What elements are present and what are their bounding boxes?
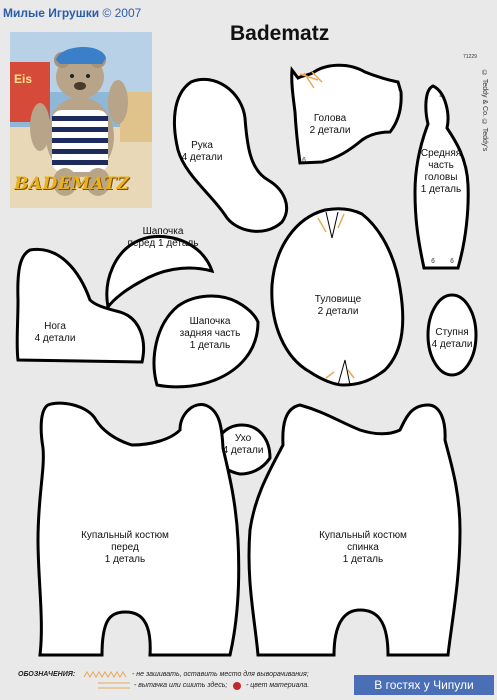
label-middle-head-name1: Средняя	[420, 148, 462, 159]
pattern-code: 71229	[463, 54, 477, 60]
label-foot-count: 4 детали	[431, 339, 473, 350]
label-arm	[172, 140, 232, 164]
label-suit-front-part: перед	[111, 542, 139, 553]
mid-head-mark-b1: б	[431, 259, 435, 265]
label-head-name: Голова	[313, 113, 347, 124]
label-middle-head-name2: часть	[428, 160, 454, 171]
legend-item-opening: - не зашивать, оставить место для выворачивания;	[132, 671, 309, 678]
label-cap-back-name2: задняя часть	[179, 328, 241, 339]
label-middle-head	[406, 148, 476, 196]
label-foot	[422, 327, 482, 351]
label-suit-front-name: Купальный костюм	[81, 530, 169, 541]
label-suit-back-name: Купальный костюм	[319, 530, 407, 541]
copyright-text: © Teddy & Co. © Teddy's	[481, 70, 488, 152]
label-body	[303, 294, 373, 318]
label-suit-back	[298, 530, 428, 566]
legend-heading: ОБОЗНАЧЕНИЯ:	[18, 671, 76, 678]
label-middle-head-count: 1 деталь	[420, 184, 462, 195]
mid-head-mark-b2: б	[450, 259, 454, 265]
label-arm-name: Рука	[191, 140, 213, 151]
label-suit-back-part: спинка	[347, 542, 379, 553]
label-cap-front	[118, 226, 208, 250]
legend-dart-swatch	[96, 680, 132, 694]
label-leg-count: 4 детали	[34, 333, 76, 344]
label-cap-front-name: Шапочка	[142, 226, 184, 237]
site-watermark: В гостях у Чипули	[354, 675, 494, 695]
brand-year: © 2007	[102, 6, 142, 20]
label-ear-name: Ухо	[234, 433, 252, 444]
brand-title	[3, 6, 141, 20]
label-ear	[213, 433, 273, 457]
shop-sign: Eis	[14, 72, 33, 86]
legend-opening-swatch	[82, 671, 130, 679]
label-middle-head-name3: головы	[424, 172, 458, 183]
brand-name: Милые Игрушки	[3, 6, 100, 20]
label-cap-back-count: 1 деталь	[189, 340, 231, 351]
label-leg	[25, 321, 85, 345]
head-mark-b: б	[302, 158, 306, 164]
label-head-count: 2 детали	[309, 125, 351, 136]
label-body-name: Туловище	[314, 294, 362, 305]
legend-fabric-dot	[232, 681, 242, 691]
label-cap-back	[160, 316, 260, 352]
label-leg-name: Нога	[44, 321, 66, 332]
mid-head-mark-a: а	[439, 93, 443, 99]
label-arm-count: 4 детали	[181, 152, 223, 163]
label-foot-name: Ступня	[435, 327, 469, 338]
bear-name-logo: BADEMATZ	[14, 174, 130, 194]
legend-item-fabric: - цвет материала.	[246, 682, 310, 689]
label-cap-front-count: перед 1 деталь	[127, 238, 199, 249]
label-head	[300, 113, 360, 137]
label-suit-front	[60, 530, 190, 566]
label-cap-back-name1: Шапочка	[189, 316, 231, 327]
pattern-title: Badematz	[230, 22, 330, 45]
label-suit-back-count: 1 деталь	[342, 554, 384, 565]
label-suit-front-count: 1 деталь	[104, 554, 146, 565]
head-mark-a: а	[398, 87, 402, 93]
legend-item-dart: - вытачка или сшить здесь;	[134, 682, 228, 689]
label-ear-count: 4 детали	[222, 445, 264, 456]
label-body-count: 2 детали	[317, 306, 359, 317]
